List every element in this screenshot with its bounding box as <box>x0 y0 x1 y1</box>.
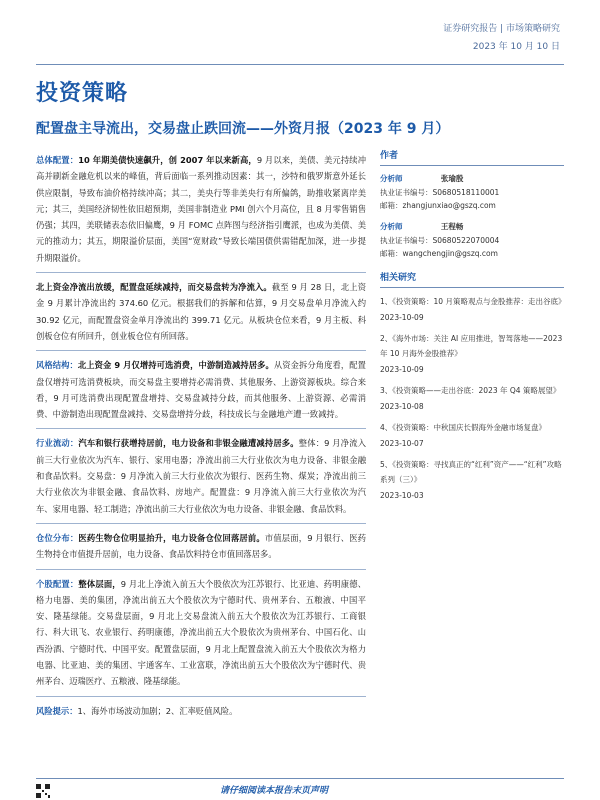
section-label: 风格结构： <box>36 360 78 371</box>
section-label: 行业流动： <box>36 438 79 449</box>
related-report-date: 2023-10-07 <box>380 439 424 448</box>
section-lead: 整体层面， <box>78 578 121 589</box>
section-overall <box>36 152 366 266</box>
section-divider <box>36 569 366 570</box>
section-lead: 北上资金净流出放缓，配置盘延续减持，而交易盘转为净流入。 <box>36 282 272 293</box>
email-label: 邮箱： <box>380 249 403 258</box>
section-label: 风险提示： <box>36 705 78 716</box>
section-lead: 北上资金 9 月仅增持可选消费，中游制造减持居多。 <box>77 360 274 371</box>
report-category: 证券研究报告 | 市场策略研究 <box>443 24 560 34</box>
section-body: 截至 9 月 28 日，北上资金 9 月累计净流出约 374.60 亿元。根据我们的拆解和估算，9 月交易盘单月净流入约 30.92 亿元，而配置盘资金单月净流出约 399.71 亿元。从板块仓位来看，9 月主板、科创板仓位有所回升，创业板仓位有所回落。 <box>36 282 366 341</box>
qr-code-icon <box>36 784 50 798</box>
analyst-name: 王程畅 <box>440 222 464 231</box>
related-report-date: 2023-10-09 <box>380 313 424 322</box>
report-title: 配置盘主导流出，交易盘止跌回流——外资月报（2023 年 9 月） <box>36 121 450 137</box>
related-report-link[interactable]: 1、《投资策略：10 月策略观点与金股推荐：走出谷底》 <box>380 297 566 306</box>
section-style <box>36 357 366 422</box>
license-number: S0680522070004 <box>432 236 500 245</box>
section-body: 从资金拆分角度看，配置盘仅增持可选消费板块，而交易盘主要增持必需消费、其他服务、上游资源板块。综合来看，9 月可选消费出现配置盘增持、交易盘减持分歧，而其他服务、上游资源、必需消费、中游制造出现配置盘减持、交易盘增持分歧，科技成长与金融地产遭一致减持。 <box>36 360 366 420</box>
header-divider <box>36 64 564 65</box>
related-report-link[interactable]: 4、《投资策略：中秋国庆长假海外金融市场复盘》 <box>380 423 547 432</box>
section-stocks <box>36 576 366 690</box>
section-label: 仓位分布： <box>36 532 79 543</box>
section-divider <box>36 350 366 351</box>
report-header-meta <box>443 20 560 56</box>
related-report-link[interactable]: 2、《海外市场：关注 AI 应用推进，智驾落地——2023 年 10 月海外金股推荐》 <box>380 334 563 358</box>
related-research-list <box>380 294 564 503</box>
section-industry <box>36 435 366 516</box>
license-label: 执业证书编号： <box>380 188 433 197</box>
section-body: 1、海外市场波动加剧；2、汇率贬值风险。 <box>77 705 238 716</box>
sidebar <box>380 148 564 509</box>
section-northbound <box>36 279 366 344</box>
main-body <box>36 152 366 719</box>
authors-heading: 作者 <box>380 148 564 166</box>
related-report-link[interactable]: 5、《投资策略：寻找真正的“红利”资产——“红利”攻略系列（三）》 <box>380 460 562 484</box>
related-report-date: 2023-10-03 <box>380 491 424 500</box>
section-divider <box>36 428 366 429</box>
analyst-card <box>380 220 564 260</box>
section-lead: 10 年期美债快速飙升，创 2007 年以来新高， <box>78 155 257 165</box>
section-lead: 汽车和银行获增持居前，电力设备和非银金融遭减持居多。 <box>78 438 299 449</box>
analyst-name: 张瑜殷 <box>440 174 464 183</box>
section-label: 总体配置： <box>36 155 79 165</box>
section-risk <box>36 703 366 719</box>
report-type: 投资策略 <box>36 81 129 106</box>
email-label: 邮箱： <box>380 201 403 210</box>
section-divider <box>36 696 366 697</box>
section-label: 个股配置： <box>36 578 79 589</box>
related-research-heading: 相关研究 <box>380 270 564 288</box>
related-report-link[interactable]: 3、《投资策略——走出谷底：2023 年 Q4 策略展望》 <box>380 386 561 395</box>
section-lead: 医药生物仓位明显抬升，电力设备仓位回落居前。 <box>78 532 265 543</box>
related-report-date: 2023-10-08 <box>380 402 424 411</box>
section-position <box>36 530 366 563</box>
disclaimer-note: 请仔细阅读本报告末页声明 <box>220 786 329 796</box>
analyst-role: 分析师 <box>380 174 403 183</box>
analyst-role: 分析师 <box>380 222 403 231</box>
section-body: 9 月以来，美债、美元持续冲高并刷新金融危机以来的峰值，背后面临一系列推动因素：其一，沙特和俄罗斯意外延长供应限制，导致布油价格持续冲高；其二，美央行等非美央行有所偏鸽，助推收紧离岸美元；其三，美国经济韧性依旧超预期，美国非制造业 PMI 创六个月高位，且 8 月零售销售仍强；其四，美联储表态依旧偏鹰，9 月 FOMC 点阵图与经济指引鹰派，也成为美债、美元的推动力；其五，期限溢价层面，美国“宽财政”导致长端国债供需错配加深，进一步提升期限溢价。 <box>36 155 366 263</box>
section-body: 9 月北上净流入前五大个股依次为江苏银行、比亚迪、药明康德、格力电器、美的集团，净流出前五大个股依次为宁德时代、贵州茅台、五粮液、中国平安、隆基绿能。交易盘层面，9 月北上交易盘流入前五大个股依次为江苏银行、工商银行、科大讯飞、农业银行、药明康德，净流出前五大个股依次为贵州茅台、中国石化、山西汾酒、宁德时代、中国平安。配置盘层面，9 月北上配置盘流入前五大个股依次为格力电器、比亚迪、美的集团、宇通客车、工业富联，净流出前五大个股依次为宁德时代、贵州茅台、迈瑞医疗、五粮液、隆基绿能。 <box>36 578 366 687</box>
section-body: 整体：9 月净流入前三大行业依次为汽车、银行、家用电器；净流出前三大行业依次为电力设备、非银金融和食品饮料。交易盘：9 月净流入前三大行业依次为银行、医药生物、煤炭；净流出前三大行业依次为非银金融、食品饮料、房地产。配置盘：9 月净流入前三大行业依次为汽车、家用电器、轻工制造；净流出前三大行业依次为电力设备、非银金融、食品饮料。 <box>36 438 366 514</box>
section-divider <box>36 523 366 524</box>
analyst-email[interactable]: zhangjunxiao@gszq.com <box>402 201 496 210</box>
analyst-card <box>380 172 564 212</box>
analyst-email[interactable]: wangchengjin@gszq.com <box>402 249 498 258</box>
report-date: 2023 年 10 月 10 日 <box>472 42 560 52</box>
footer-divider <box>36 778 564 779</box>
section-divider <box>36 272 366 273</box>
related-report-date: 2023-10-09 <box>380 365 424 374</box>
license-number: S0680518110001 <box>432 188 500 197</box>
section-body: 市值层面，9 月银行、医药生物持仓市值提升居前，电力设备、食品饮料持仓市值回落居多。 <box>36 532 366 560</box>
license-label: 执业证书编号： <box>380 236 433 245</box>
